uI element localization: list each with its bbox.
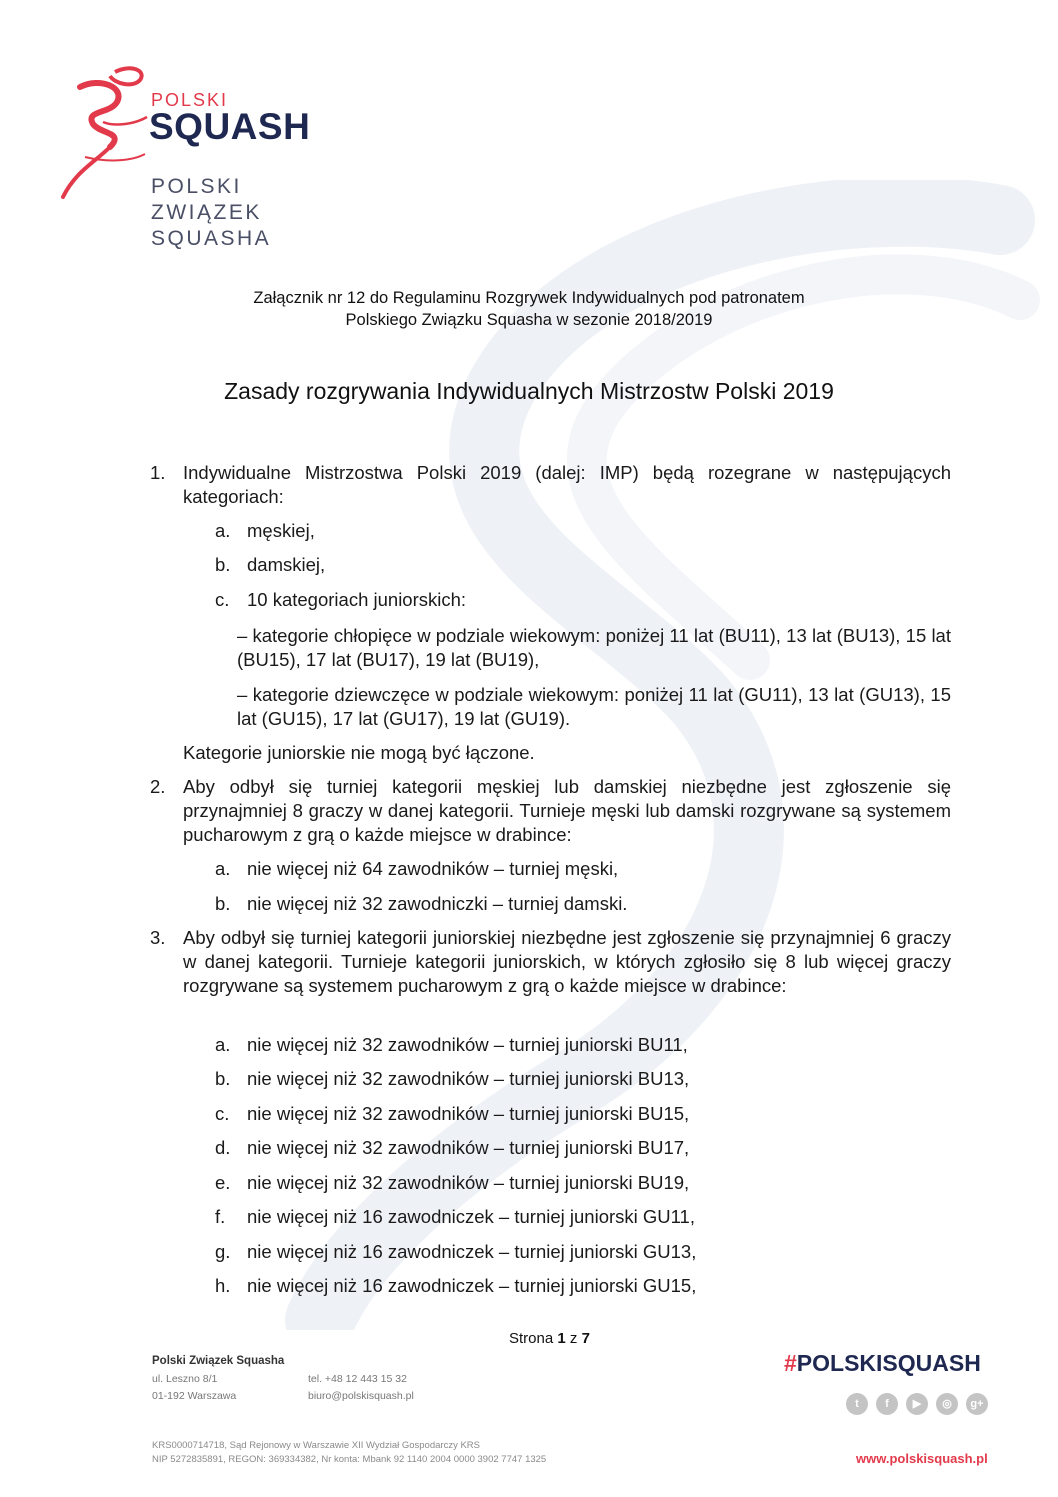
website-link[interactable]: www.polskisquash.pl	[856, 1451, 988, 1466]
instagram-icon[interactable]: ◎	[936, 1393, 958, 1415]
squash-player-logo-icon	[55, 62, 150, 202]
polski-squash-logo	[55, 62, 355, 262]
list-letter: h.	[215, 1275, 231, 1296]
list-item: nie więcej niż 32 zawodników – turniej juniorski BU19,	[247, 1172, 690, 1193]
list-letter: a.	[215, 858, 231, 879]
page-number: Strona 1 z 7	[509, 1330, 590, 1347]
section-text: Aby odbył się turniej kategorii juniorskiej niezbędne jest zgłoszenie się przynajmniej 6 graczy w danej kategorii. Turnieje kategorii juniorskich, w których zgłosiło się 8 lub więcej graczy rozgrywane są systemem pucharowym z grą o każde miejsce w drabince:	[183, 927, 951, 996]
list-letter: b.	[215, 893, 231, 914]
list-item: nie więcej niż 16 zawodniczek – turniej juniorski GU15,	[247, 1275, 697, 1296]
list-item: nie więcej niż 32 zawodników – turniej juniorski BU13,	[247, 1068, 690, 1089]
logo-squash-text: SQUASH	[149, 106, 311, 147]
list-item: damskiej,	[247, 554, 326, 575]
list-item: nie więcej niż 64 zawodników – turniej męski,	[247, 858, 619, 879]
list-letter: d.	[215, 1137, 231, 1158]
footer-legal: KRS0000714718, Sąd Rejonowy w Warszawie XII Wydział Gospodarczy KRS NIP 5272835891, REGON: 369334382, Nr konta: Mbank 92 1140 2004 0000 3902 7747 1325	[152, 1440, 547, 1465]
list-item: nie więcej niż 32 zawodników – turniej juniorski BU15,	[247, 1103, 690, 1124]
youtube-icon[interactable]: ▶	[906, 1393, 928, 1415]
document-title: Zasady rozgrywania Indywidualnych Mistrzostw Polski 2019	[224, 378, 834, 404]
list-item: męskiej,	[247, 520, 315, 541]
google-plus-icon[interactable]: g+	[966, 1393, 988, 1415]
footer-address: ul. Leszno 8/1 01-192 Warszawa	[152, 1373, 237, 1402]
list-item: nie więcej niż 32 zawodniczki – turniej damski.	[247, 893, 628, 914]
sub-category-boys: – kategorie chłopięce w podziale wiekowym: poniżej 11 lat (BU11), 13 lat (BU13), 15 lat (BU15), 17 lat (BU17), 19 lat (BU19),	[237, 625, 951, 670]
list-item: nie więcej niż 16 zawodniczek – turniej juniorski GU13,	[247, 1241, 697, 1262]
section-number: 2.	[150, 776, 166, 797]
social-icons	[846, 1393, 988, 1415]
twitter-icon[interactable]: t	[846, 1393, 868, 1415]
list-item: nie więcej niż 16 zawodniczek – turniej juniorski GU11,	[247, 1206, 695, 1227]
list-letter: c.	[215, 589, 230, 610]
sub-category-girls: – kategorie dziewczęce w podziale wiekowym: poniżej 11 lat (GU11), 13 lat (GU13), 15 lat (GU15), 17 lat (GU17), 19 lat (GU19).	[237, 684, 951, 729]
section-note: Kategorie juniorskie nie mogą być łączone.	[183, 742, 535, 763]
list-item: nie więcej niż 32 zawodników – turniej juniorski BU11,	[247, 1034, 688, 1055]
annex-heading: Załącznik nr 12 do Regulaminu Rozgrywek Indywidualnych pod patronatem Polskiego Związku Squasha w sezonie 2018/2019	[253, 289, 805, 329]
footer-contact: tel. +48 12 443 15 32 biuro@polskisquash.pl	[308, 1371, 414, 1405]
list-letter: b.	[215, 1068, 231, 1089]
facebook-icon[interactable]: f	[876, 1393, 898, 1415]
list-item: 10 kategoriach juniorskich:	[247, 589, 467, 610]
list-letter: f.	[215, 1206, 226, 1227]
footer-organization: Polski Związek Squasha	[152, 1355, 285, 1367]
list-letter: b.	[215, 554, 231, 575]
list-letter: a.	[215, 1034, 231, 1055]
list-letter: e.	[215, 1172, 231, 1193]
list-letter: g.	[215, 1241, 231, 1262]
section-number: 3.	[150, 927, 166, 948]
section-number: 1.	[150, 462, 166, 483]
footer-email-link[interactable]: biuro@polskisquash.pl	[308, 1390, 414, 1402]
hashtag: #POLSKISQUASH	[784, 1350, 981, 1376]
logo-polski-text: POLSKI	[151, 90, 229, 110]
list-letter: a.	[215, 520, 231, 541]
logo-federation-name: POLSKI ZWIĄZEK SQUASHA	[151, 175, 272, 250]
list-item: nie więcej niż 32 zawodników – turniej juniorski BU17,	[247, 1137, 690, 1158]
section-text: Aby odbył się turniej kategorii męskiej lub damskiej niezbędne jest zgłoszenie się przynajmniej 8 graczy w danej kategorii. Turnieje męski lub damski rozgrywane są systemem pucharowym z grą o każde miejsce w drabince:	[183, 776, 951, 845]
list-letter: c.	[215, 1103, 230, 1124]
section-text: Indywidualne Mistrzostwa Polski 2019 (dalej: IMP) będą rozegrane w następujących kategoriach:	[183, 462, 951, 507]
